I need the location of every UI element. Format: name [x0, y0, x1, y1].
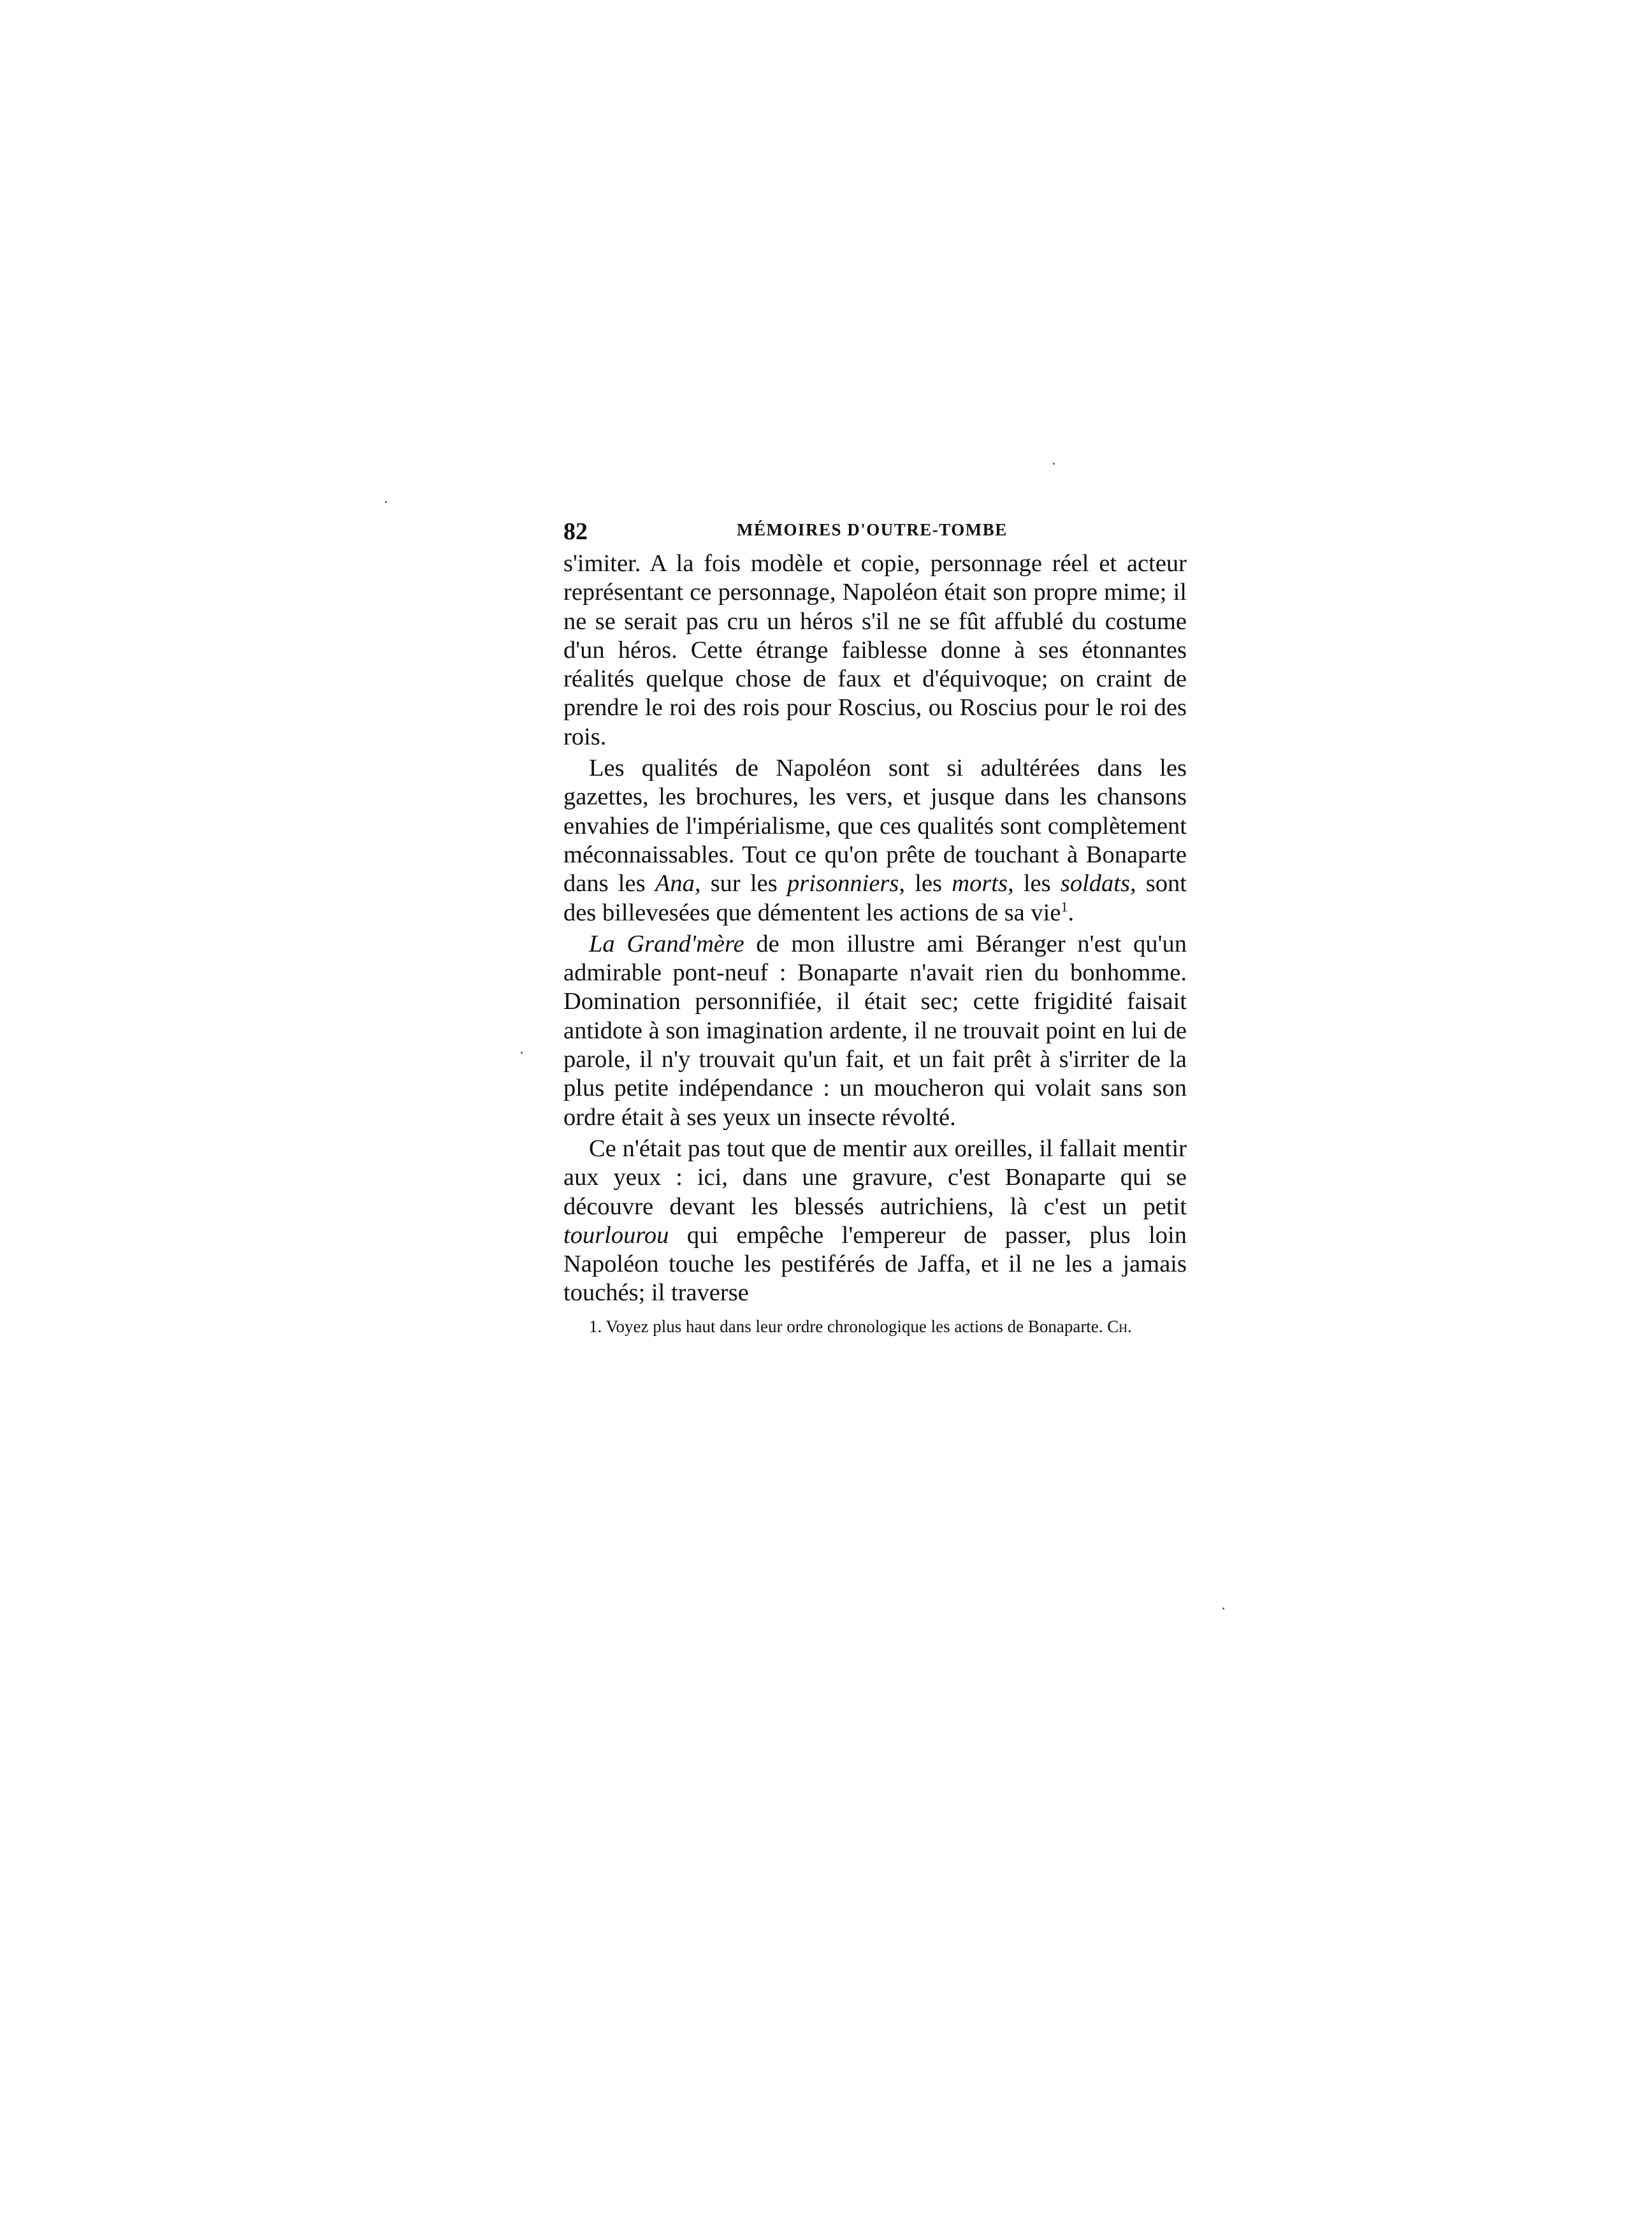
page-number: 82 — [563, 518, 588, 545]
text-run: qui empêche l'empereur de passer, plus loin Napoléon touche les pestiférés de Jaffa, et il ne les a jamais touchés; il traverse — [563, 1221, 1187, 1307]
main-text — [563, 549, 1187, 1308]
running-head — [563, 518, 1187, 549]
paragraph-1: s'imiter. A la fois modèle et copie, personnage réel et acteur représentant ce personnage, Napoléon était son propre mime; il ne se serait pas cru un héros s'il ne se fût affublé du costume d'un héros. Cette étrange faiblesse donne à ses étonnantes réalités quelque chose de faux et d'équivoque; on craint de prendre le roi des rois pour Roscius, ou Roscius pour le roi des rois. — [563, 550, 1187, 750]
text-run: sur les — [700, 870, 787, 897]
scan-speck — [1053, 463, 1055, 465]
footnote-text — [563, 1316, 1187, 1337]
text-run: sont des billevesées que démentent les actions de sa vie — [563, 870, 1187, 926]
italic-run: prisonniers, — [786, 870, 906, 897]
text-run: les — [1013, 870, 1061, 897]
text-run: de mon illustre ami Béranger n'est qu'un admirable pont-neuf : Bonaparte n'avait rien du bonhomme. Domination personnifiée, il était sec; cette frigidité faisait antidote à son imagination ardente, il ne trouvait point en lui de parole, il n'y trouvait qu'un fait, et un fait prêt à s'irriter de la plus petite indépendance : un moucheron qui volait sans son ordre était à ses yeux un insecte révolté. — [563, 930, 1187, 1131]
text-run: Ce n'était pas tout que de mentir aux oreilles, il fallait mentir aux yeux : ici, dans une gravure, c'est Bonaparte qui se découvre devant les blessés autrichiens, là c'est un petit — [563, 1135, 1187, 1220]
book-page — [563, 518, 1187, 1337]
italic-run: tourlourou — [563, 1221, 669, 1249]
footnote-signature: Ch. — [1107, 1316, 1132, 1336]
italic-run: Ana, — [655, 870, 701, 897]
scan-speck — [1222, 1608, 1224, 1609]
text-run: . — [1068, 899, 1075, 926]
footnote-body: 1. Voyez plus haut dans leur ordre chronologique les actions de Bonaparte. — [589, 1316, 1108, 1336]
paragraph-2 — [563, 754, 1187, 927]
running-title: MÉMOIRES D'OUTRE-TOMBE — [737, 520, 1008, 539]
italic-run: morts, — [952, 870, 1014, 897]
italic-run: La Grand'mère — [589, 930, 744, 957]
italic-run: soldats, — [1060, 870, 1136, 897]
scan-speck — [385, 501, 387, 503]
footnote — [563, 1316, 1187, 1337]
footnote-reference: 1 — [1061, 898, 1068, 915]
paragraph-4 — [563, 1135, 1187, 1308]
text-run: Les qualités de Napoléon sont si adultérées dans les gazettes, les brochures, les vers, et jusque dans les chansons envahies de l'impérialisme, que ces qualités sont complètement méconnaissables. Tout ce qu'on prête de touchant à Bonaparte dans les — [563, 755, 1187, 897]
scan-speck — [521, 1052, 523, 1054]
text-run: les — [905, 870, 952, 897]
paragraph-3 — [563, 930, 1187, 1132]
